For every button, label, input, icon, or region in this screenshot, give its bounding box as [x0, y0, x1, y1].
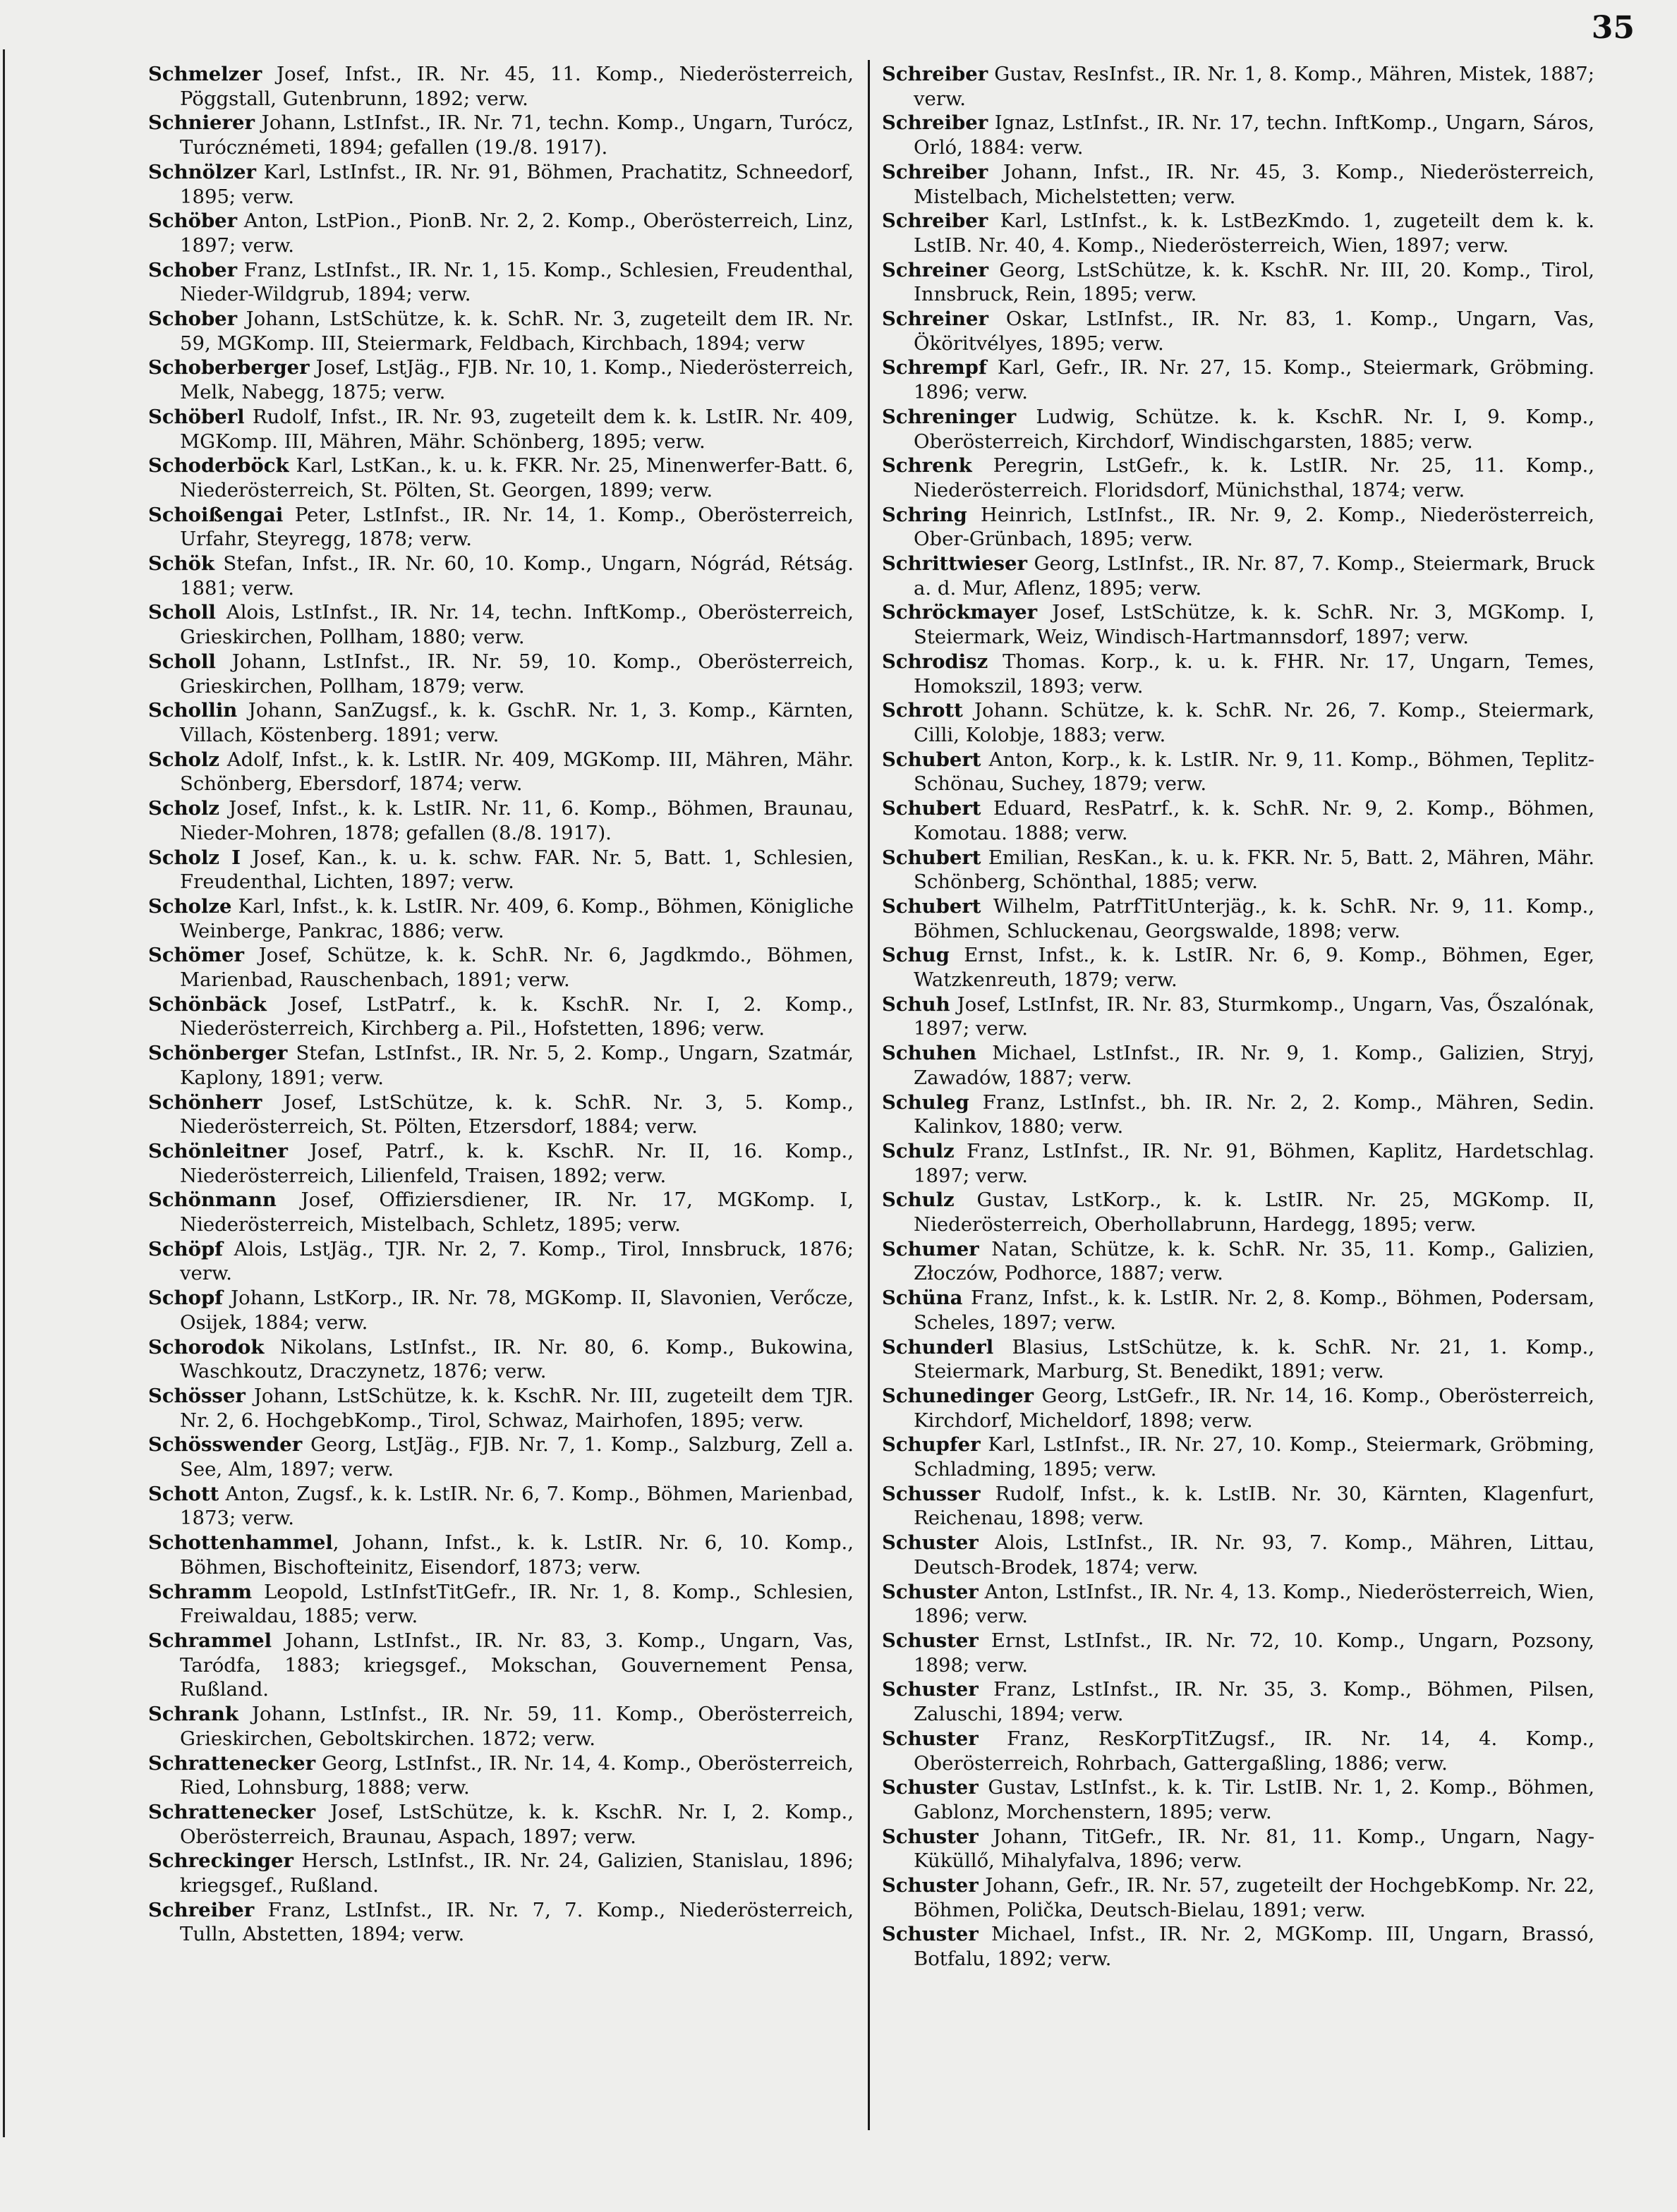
- entry-surname: Schunedinger: [882, 1384, 1034, 1407]
- entry-surname: Schramm: [148, 1580, 253, 1603]
- register-entry: [882, 1139, 1594, 1188]
- entry-details: Johann, LstKorp., IR. Nr. 78, MGKomp. II, Slavonien, Verőcze, Osijek, 1884; verw.: [180, 1287, 854, 1334]
- register-entry: [148, 307, 854, 356]
- register-entry: [882, 1580, 1594, 1629]
- entry-surname: Schulz: [882, 1139, 955, 1162]
- register-entry: [148, 1041, 854, 1090]
- register-entry: [882, 258, 1594, 307]
- entry-details: Johann, Infst., IR. Nr. 45, 3. Komp., Niederösterreich, Mistelbach, Michelstetten; verw.: [914, 160, 1594, 208]
- register-entry: [148, 1531, 854, 1579]
- register-entry: [148, 454, 854, 502]
- entry-surname: Scholz I: [148, 846, 241, 869]
- entry-details: Franz, LstInfst., IR. Nr. 91, Böhmen, Kaplitz, Hardetschlag. 1897; verw.: [914, 1139, 1594, 1187]
- entry-details: Johann, LstInfst., IR. Nr. 83, 3. Komp., Ungarn, Vas, Taródfa, 1883; kriegsgef., Mokschan, Gouvernement Pensa, Rußland.: [180, 1629, 854, 1701]
- entry-surname: Schober: [148, 258, 238, 281]
- entry-surname: Schuster: [882, 1825, 979, 1848]
- entry-surname: Schönleitner: [148, 1139, 289, 1162]
- register-entry: [148, 1188, 854, 1236]
- entry-surname: Schreiber: [882, 160, 988, 183]
- register-entry: [148, 1580, 854, 1629]
- entry-details: Oskar, LstInfst., IR. Nr. 83, 1. Komp., Ungarn, Vas, Ököritvélyes, 1895; verw.: [914, 308, 1594, 355]
- register-entry: [148, 1629, 854, 1702]
- register-entry: [882, 1090, 1594, 1139]
- register-entry: [148, 796, 854, 845]
- entry-details: Georg, LstGefr., IR. Nr. 14, 16. Komp., Oberösterreich, Kirchdorf, Micheldorf, 1898; verw.: [914, 1384, 1594, 1432]
- entry-surname: Schubert: [882, 894, 981, 918]
- entry-surname: Schönberger: [148, 1042, 288, 1065]
- entry-surname: Schunderl: [882, 1335, 994, 1359]
- register-entry: [148, 1751, 854, 1800]
- register-entry: [148, 1433, 854, 1481]
- register-entry: [148, 160, 854, 209]
- entry-surname: Schoberberger: [148, 356, 310, 379]
- entry-surname: Schubert: [882, 748, 981, 771]
- entry-surname: Schök: [148, 552, 214, 576]
- register-entry: [882, 748, 1594, 796]
- register-entry: [148, 992, 854, 1041]
- entry-details: Wilhelm, PatrfTitUnterjäg., k. k. SchR. Nr. 9, 11. Komp., Böhmen, Schluckenau, Georgswalde, 1898; verw.: [914, 894, 1594, 942]
- entry-details: Eduard, ResPatrf., k. k. SchR. Nr. 9, 2. Komp., Böhmen, Komotau. 1888; verw.: [914, 797, 1594, 844]
- register-entry: [148, 1384, 854, 1433]
- entry-details: Georg, LstSchütze, k. k. KschR. Nr. III, 20. Komp., Tirol, Innsbruck, Rein, 1895; verw.: [914, 258, 1594, 306]
- register-entry: [882, 1482, 1594, 1531]
- register-entry: [148, 258, 854, 307]
- register-entry: [882, 894, 1594, 943]
- entry-details: Blasius, LstSchütze, k. k. SchR. Nr. 21, 1. Komp., Steiermark, Marburg, St. Benedikt, 1891; verw.: [914, 1335, 1594, 1383]
- entry-surname: Schollin: [148, 699, 238, 722]
- entry-details: Karl, Gefr., IR. Nr. 27, 15. Komp., Steiermark, Gröbming. 1896; verw.: [914, 356, 1594, 404]
- register-entry: [882, 600, 1594, 649]
- register-entry: [148, 846, 854, 894]
- entry-details: Georg, LstInfst., IR. Nr. 14, 4. Komp., Oberösterreich, Ried, Lohnsburg, 1888; verw.: [180, 1751, 854, 1799]
- entry-details: Karl, LstInfst., k. k. LstBezKmdo. 1, zugeteilt dem k. k. LstIB. Nr. 40, 4. Komp., Niederösterreich, Wien, 1897; verw.: [914, 209, 1594, 257]
- left-column: [148, 62, 854, 1947]
- entry-details: Gustav, LstKorp., k. k. LstIR. Nr. 25, MGKomp. II, Niederösterreich, Oberhollabrunn, Hardegg, 1895; verw.: [914, 1189, 1594, 1236]
- entry-surname: Schreiber: [882, 63, 988, 85]
- entry-surname: Schrattenecker: [148, 1751, 316, 1775]
- entry-surname: Schrank: [148, 1703, 238, 1726]
- entry-details: Johann, LstSchütze, k. k. KschR. Nr. III, zugeteilt dem TJR. Nr. 2, 6. HochgebKomp., Tirol, Schwaz, Mairhofen, 1895; verw.: [180, 1384, 854, 1432]
- entry-surname: Schuster: [882, 1776, 979, 1799]
- register-entry: [148, 1335, 854, 1384]
- entry-details: Michael, LstInfst., IR. Nr. 9, 1. Komp., Galizien, Stryj, Zawadów, 1887; verw.: [914, 1042, 1594, 1089]
- register-entry: [882, 1629, 1594, 1677]
- register-entry: [882, 1041, 1594, 1090]
- entry-surname: Schöpf: [148, 1237, 223, 1260]
- entry-surname: Scholz: [148, 748, 220, 771]
- entry-surname: Schreiber: [148, 1898, 255, 1921]
- entry-surname: Schober: [148, 308, 238, 331]
- entry-surname: Schöber: [148, 209, 238, 233]
- entry-surname: Schreiber: [882, 209, 988, 233]
- entry-details: Anton, LstPion., PionB. Nr. 2, 2. Komp., Oberösterreich, Linz, 1897; verw.: [180, 209, 854, 257]
- entry-surname: Schreninger: [882, 405, 1017, 428]
- entry-details: Johann, LstInfst., IR. Nr. 59, 11. Komp., Oberösterreich, Grieskirchen, Geboltskirchen. 1872; verw.: [180, 1703, 854, 1750]
- entry-details: Franz, Infst., k. k. LstIR. Nr. 2, 8. Komp., Böhmen, Podersam, Scheles, 1897; verw.: [914, 1287, 1594, 1334]
- entry-details: Heinrich, LstInfst., IR. Nr. 9, 2. Komp., Niederösterreich, Ober-Grünbach, 1895; verw.: [914, 503, 1594, 551]
- register-entry: [148, 405, 854, 454]
- entry-surname: Schottenhammel: [148, 1531, 333, 1555]
- entry-surname: Schrodisz: [882, 650, 988, 673]
- entry-surname: Schug: [882, 944, 950, 967]
- register-entry: [148, 650, 854, 698]
- entry-surname: Schusser: [882, 1482, 981, 1505]
- entry-details: Stefan, LstInfst., IR. Nr. 5, 2. Komp., Ungarn, Szatmár, Kaplony, 1891; verw.: [180, 1042, 854, 1089]
- entry-surname: Schnölzer: [148, 160, 256, 183]
- register-entry: [882, 405, 1594, 454]
- register-entry: [882, 698, 1594, 747]
- register-entry: [148, 1286, 854, 1335]
- register-entry: [882, 209, 1594, 257]
- entry-details: Georg, LstJäg., FJB. Nr. 7, 1. Komp., Salzburg, Zell a. See, Alm, 1897; verw.: [180, 1433, 854, 1481]
- register-entry: [148, 748, 854, 796]
- register-entry: [148, 894, 854, 943]
- register-entry: [882, 111, 1594, 159]
- register-entry: [148, 552, 854, 600]
- entry-details: Natan, Schütze, k. k. SchR. Nr. 35, 11. Komp., Galizien, Złoczów, Podhorce, 1887; verw.: [914, 1237, 1594, 1285]
- entry-details: , Johann, Infst., k. k. LstIR. Nr. 6, 10. Komp., Böhmen, Bischofteinitz, Eisendorf, 1873; verw.: [180, 1531, 854, 1579]
- entry-details: Johann, LstInfst., IR. Nr. 71, techn. Komp., Ungarn, Turócz, Turócznémeti, 1894; gefallen (19./8. 1917).: [180, 111, 854, 159]
- entry-details: Johann, Gefr., IR. Nr. 57, zugeteilt der HochgebKomp. Nr. 22, Böhmen, Polička, Deutsch-Bielau, 1891; verw.: [914, 1874, 1594, 1921]
- entry-surname: Schubert: [882, 797, 981, 820]
- register-entry: [148, 1800, 854, 1849]
- register-entry: [882, 1922, 1594, 1971]
- register-entry: [882, 1775, 1594, 1824]
- entry-details: Karl, LstKan., k. u. k. FKR. Nr. 25, Minenwerfer-Batt. 6, Niederösterreich, St. Pölten, St. Georgen, 1899; verw.: [180, 454, 854, 502]
- entry-surname: Schmelzer: [148, 63, 262, 85]
- entry-details: Johann, TitGefr., IR. Nr. 81, 11. Komp., Ungarn, Nagy-Küküllő, Mihalyfalva, 1896; verw.: [914, 1825, 1594, 1873]
- entry-surname: Schoißengai: [148, 503, 284, 526]
- entry-details: Ludwig, Schütze. k. k. KschR. Nr. I, 9. Komp., Oberösterreich, Kirchdorf, Windischgarsten, 1885; verw.: [914, 405, 1594, 453]
- entry-surname: Schröckmayer: [882, 601, 1038, 624]
- entry-details: Josef, LstJäg., FJB. Nr. 10, 1. Komp., Niederösterreich, Melk, Nabegg, 1875; verw.: [180, 356, 854, 404]
- entry-details: Alois, LstJäg., TJR. Nr. 2, 7. Komp., Tirol, Innsbruck, 1876; verw.: [180, 1237, 854, 1285]
- entry-details: Ernst, Infst., k. k. LstIR. Nr. 6, 9. Komp., Böhmen, Eger, Watzkenreuth, 1879; verw.: [914, 944, 1594, 992]
- register-entry: [882, 307, 1594, 356]
- entry-details: Karl, Infst., k. k. LstIR. Nr. 409, 6. Komp., Böhmen, Königliche Weinberge, Pankrac, 1886; verw.: [180, 894, 854, 942]
- register-entry: [882, 1188, 1594, 1236]
- register-entry: [148, 62, 854, 111]
- entry-surname: Schrattenecker: [148, 1800, 316, 1823]
- entry-surname: Schuster: [882, 1678, 979, 1701]
- register-entry: [148, 111, 854, 159]
- register-entry: [882, 846, 1594, 894]
- entry-surname: Schuster: [882, 1580, 979, 1603]
- entry-details: Karl, LstInfst., IR. Nr. 91, Böhmen, Prachatitz, Schneedorf, 1895; verw.: [180, 160, 854, 208]
- entry-surname: Schöberl: [148, 405, 245, 428]
- entry-surname: Schönmann: [148, 1189, 277, 1212]
- entry-surname: Schösser: [148, 1384, 246, 1407]
- register-entry: [882, 1384, 1594, 1433]
- entry-details: Josef, Infst., IR. Nr. 45, 11. Komp., Niederösterreich, Pöggstall, Gutenbrunn, 1892; verw.: [180, 63, 854, 110]
- entry-details: Karl, LstInfst., IR. Nr. 27, 10. Komp., Steiermark, Gröbming, Schladming, 1895; verw.: [914, 1433, 1594, 1481]
- entry-surname: Schömer: [148, 944, 245, 967]
- register-entry: [882, 1727, 1594, 1775]
- register-entry: [882, 1335, 1594, 1384]
- entry-details: Adolf, Infst., k. k. LstIR. Nr. 409, MGKomp. III, Mähren, Mähr. Schönberg, Ebersdorf, 1874; verw.: [180, 748, 854, 796]
- entry-details: Georg, LstInfst., IR. Nr. 87, 7. Komp., Steiermark, Bruck a. d. Mur, Aflenz, 1895; verw.: [914, 552, 1594, 600]
- entry-details: Josef, LstSchütze, k. k. KschR. Nr. I, 2. Komp., Oberösterreich, Braunau, Aspach, 1897; verw.: [180, 1800, 854, 1848]
- entry-surname: Schönbäck: [148, 992, 267, 1016]
- register-entry: [882, 1531, 1594, 1579]
- entry-details: Franz, LstInfst., IR. Nr. 1, 15. Komp., Schlesien, Freudenthal, Nieder-Wildgrub, 1894; verw.: [180, 258, 854, 306]
- entry-details: Josef, LstSchütze, k. k. SchR. Nr. 3, 5. Komp., Niederösterreich, St. Pölten, Etzersdorf, 1884; verw.: [180, 1090, 854, 1138]
- register-entry: [882, 356, 1594, 404]
- entry-surname: Schubert: [882, 846, 981, 869]
- entry-details: Josef, Patrf., k. k. KschR. Nr. II, 16. Komp., Niederösterreich, Lilienfeld, Traisen, 1892; verw.: [180, 1139, 854, 1187]
- entry-details: Anton, Zugsf., k. k. LstIR. Nr. 6, 7. Komp., Böhmen, Marienbad, 1873; verw.: [180, 1482, 854, 1530]
- entry-details: Johann. Schütze, k. k. SchR. Nr. 26, 7. Komp., Steiermark, Cilli, Kolobje, 1883; verw.: [914, 699, 1594, 746]
- entry-details: Peter, LstInfst., IR. Nr. 14, 1. Komp., Oberösterreich, Urfahr, Steyregg, 1878; verw.: [180, 503, 854, 551]
- register-entry: [882, 943, 1594, 992]
- register-entry: [882, 992, 1594, 1041]
- register-entry: [148, 1237, 854, 1286]
- register-entry: [148, 1849, 854, 1897]
- entry-details: Hersch, LstInfst., IR. Nr. 24, Galizien, Stanislau, 1896; kriegsgef., Rußland.: [180, 1849, 854, 1897]
- entry-surname: Schrammel: [148, 1629, 272, 1652]
- entry-details: Anton, Korp., k. k. LstIR. Nr. 9, 11. Komp., Böhmen, Teplitz-Schönau, Suchey, 1879; verw.: [914, 748, 1594, 796]
- register-entry: [882, 503, 1594, 552]
- entry-surname: Schorodok: [148, 1335, 265, 1359]
- entry-surname: Schreiner: [882, 308, 989, 331]
- entry-details: Leopold, LstInfstTitGefr., IR. Nr. 1, 8. Komp., Schlesien, Freiwaldau, 1885; verw.: [180, 1580, 854, 1628]
- entry-details: Emilian, ResKan., k. u. k. FKR. Nr. 5, Batt. 2, Mähren, Mähr. Schönberg, Schönthal, 1885; verw.: [914, 846, 1594, 894]
- entry-details: Johann, LstInfst., IR. Nr. 59, 10. Komp., Oberösterreich, Grieskirchen, Pollham, 1879; verw.: [180, 650, 854, 698]
- entry-surname: Schott: [148, 1482, 219, 1505]
- entry-details: Gustav, LstInfst., k. k. Tir. LstIB. Nr. 1, 2. Komp., Böhmen, Gablonz, Morchenstern, 1895; verw.: [914, 1776, 1594, 1823]
- register-entry: [882, 160, 1594, 209]
- entry-details: Nikolans, LstInfst., IR. Nr. 80, 6. Komp., Bukowina, Waschkoutz, Draczynetz, 1876; verw.: [180, 1335, 854, 1383]
- entry-surname: Scholze: [148, 894, 232, 918]
- entry-surname: Schuster: [882, 1727, 979, 1750]
- register-entry: [148, 503, 854, 552]
- register-entry: [882, 796, 1594, 845]
- register-entry: [148, 1702, 854, 1751]
- register-entry: [148, 1898, 854, 1947]
- entry-surname: Schuster: [882, 1629, 979, 1652]
- register-entry: [882, 650, 1594, 698]
- entry-details: Thomas. Korp., k. u. k. FHR. Nr. 17, Ungarn, Temes, Homokszil, 1893; verw.: [914, 650, 1594, 698]
- entry-details: Stefan, Infst., IR. Nr. 60, 10. Komp., Ungarn, Nógrád, Rétság. 1881; verw.: [180, 552, 854, 600]
- column-divider: [868, 60, 870, 2130]
- entry-details: Rudolf, Infst., k. k. LstIB. Nr. 30, Kärnten, Klagenfurt, Reichenau, 1898; verw.: [914, 1482, 1594, 1530]
- register-entry: [882, 1825, 1594, 1873]
- entry-details: Franz, ResKorpTitZugsf., IR. Nr. 14, 4. Komp., Oberösterreich, Rohrbach, Gattergaßling, 1886; verw.: [914, 1727, 1594, 1775]
- entry-details: Josef, Infst., k. k. LstIR. Nr. 11, 6. Komp., Böhmen, Braunau, Nieder-Mohren, 1878; gefallen (8./8. 1917).: [180, 797, 854, 844]
- entry-details: Josef, Schütze, k. k. SchR. Nr. 6, Jagdkmdo., Böhmen, Marienbad, Rauschenbach, 1891; verw.: [180, 944, 854, 992]
- entry-details: Franz, LstInfst., IR. Nr. 7, 7. Komp., Niederösterreich, Tulln, Abstetten, 1894; verw.: [180, 1898, 854, 1946]
- entry-details: Franz, LstInfst., bh. IR. Nr. 2, 2. Komp., Mähren, Sedin. Kalinkov, 1880; verw.: [914, 1090, 1594, 1138]
- register-entry: [148, 209, 854, 257]
- entry-surname: Schösswender: [148, 1433, 303, 1457]
- entry-surname: Schrott: [882, 699, 963, 722]
- register-entry: [882, 552, 1594, 600]
- entry-surname: Schnierer: [148, 111, 255, 135]
- entry-surname: Schuleg: [882, 1090, 969, 1114]
- entry-details: Josef, LstInfst, IR. Nr. 83, Sturmkomp., Ungarn, Vas, Őszalónak, 1897; verw.: [914, 992, 1594, 1040]
- entry-details: Ernst, LstInfst., IR. Nr. 72, 10. Komp., Ungarn, Pozsony, 1898; verw.: [914, 1629, 1594, 1677]
- entry-surname: Schoderböck: [148, 454, 289, 478]
- register-entry: [882, 62, 1594, 111]
- entry-details: Gustav, ResInfst., IR. Nr. 1, 8. Komp., Mähren, Mistek, 1887; verw.: [914, 63, 1594, 110]
- register-entry: [148, 356, 854, 404]
- entry-surname: Schopf: [148, 1287, 223, 1310]
- entry-details: Ignaz, LstInfst., IR. Nr. 17, techn. InftKomp., Ungarn, Sáros, Orló, 1884: verw.: [914, 111, 1594, 159]
- entry-details: Johann, SanZugsf., k. k. GschR. Nr. 1, 3. Komp., Kärnten, Villach, Köstenberg. 1891; verw.: [180, 699, 854, 746]
- entry-surname: Schuster: [882, 1874, 979, 1897]
- entry-details: Josef, LstSchütze, k. k. SchR. Nr. 3, MGKomp. I, Steiermark, Weiz, Windisch-Hartmannsdorf, 1897; verw.: [914, 601, 1594, 649]
- register-entry: [148, 1090, 854, 1139]
- entry-surname: Schrittwieser: [882, 552, 1028, 576]
- register-entry: [882, 1433, 1594, 1481]
- right-column: [882, 62, 1594, 1971]
- margin-rule: [3, 49, 5, 2137]
- register-entry: [882, 1237, 1594, 1286]
- entry-surname: Schupfer: [882, 1433, 981, 1457]
- entry-surname: Schreiber: [882, 111, 988, 135]
- register-entry: [148, 600, 854, 649]
- register-entry: [148, 698, 854, 747]
- entry-surname: Schuster: [882, 1531, 979, 1555]
- entry-surname: Schuh: [882, 992, 950, 1016]
- entry-details: Alois, LstInfst., IR. Nr. 14, techn. InftKomp., Oberösterreich, Grieskirchen, Pollham, 1880; verw.: [180, 601, 854, 649]
- entry-surname: Schring: [882, 503, 967, 526]
- register-entry: [148, 943, 854, 992]
- register-entry: [148, 1139, 854, 1188]
- entry-surname: Scholl: [148, 601, 216, 624]
- entry-surname: Scholl: [148, 650, 216, 673]
- entry-surname: Schreiner: [882, 258, 989, 281]
- entry-surname: Schumer: [882, 1237, 979, 1260]
- entry-details: Michael, Infst., IR. Nr. 2, MGKomp. III, Ungarn, Brassó, Botfalu, 1892; verw.: [914, 1923, 1594, 1971]
- entry-details: Franz, LstInfst., IR. Nr. 35, 3. Komp., Böhmen, Pilsen, Zaluschi, 1894; verw.: [914, 1678, 1594, 1726]
- register-entry: [882, 1286, 1594, 1335]
- entry-details: Josef, Offiziersdiener, IR. Nr. 17, MGKomp. I, Niederösterreich, Mistelbach, Schletz, 1895; verw.: [180, 1189, 854, 1236]
- register-entry: [148, 1482, 854, 1531]
- entry-surname: Schuhen: [882, 1042, 977, 1065]
- entry-details: Peregrin, LstGefr., k. k. LstIR. Nr. 25, 11. Komp., Niederösterreich. Floridsdorf, Münichsthal, 1874; verw.: [914, 454, 1594, 502]
- entry-surname: Schrenk: [882, 454, 972, 478]
- entry-details: Josef, LstPatrf., k. k. KschR. Nr. I, 2. Komp., Niederösterreich, Kirchberg a. Pil., Hofstetten, 1896; verw.: [180, 992, 854, 1040]
- entry-surname: Scholz: [148, 797, 220, 820]
- entry-surname: Schönherr: [148, 1090, 262, 1114]
- entry-surname: Schüna: [882, 1287, 963, 1310]
- entry-surname: Schrempf: [882, 356, 987, 379]
- entry-surname: Schulz: [882, 1189, 955, 1212]
- entry-surname: Schreckinger: [148, 1849, 294, 1873]
- register-entry: [882, 1873, 1594, 1922]
- entry-details: Josef, Kan., k. u. k. schw. FAR. Nr. 5, Batt. 1, Schlesien, Freudenthal, Lichten, 1897; verw.: [180, 846, 854, 894]
- page-number: 35: [1591, 10, 1635, 46]
- register-entry: [882, 1677, 1594, 1726]
- register-entry: [882, 454, 1594, 502]
- entry-details: Alois, LstInfst., IR. Nr. 93, 7. Komp., Mähren, Littau, Deutsch-Brodek, 1874; verw.: [914, 1531, 1594, 1579]
- entry-surname: Schuster: [882, 1923, 979, 1946]
- entry-details: Rudolf, Infst., IR. Nr. 93, zugeteilt dem k. k. LstIR. Nr. 409, MGKomp. III, Mähren, Mähr. Schönberg, 1895; verw.: [180, 405, 854, 453]
- entry-details: Johann, LstSchütze, k. k. SchR. Nr. 3, zugeteilt dem IR. Nr. 59, MGKomp. III, Steiermark, Feldbach, Kirchbach, 1894; verw: [180, 308, 854, 355]
- entry-details: Anton, LstInfst., IR. Nr. 4, 13. Komp., Niederösterreich, Wien, 1896; verw.: [914, 1580, 1594, 1628]
